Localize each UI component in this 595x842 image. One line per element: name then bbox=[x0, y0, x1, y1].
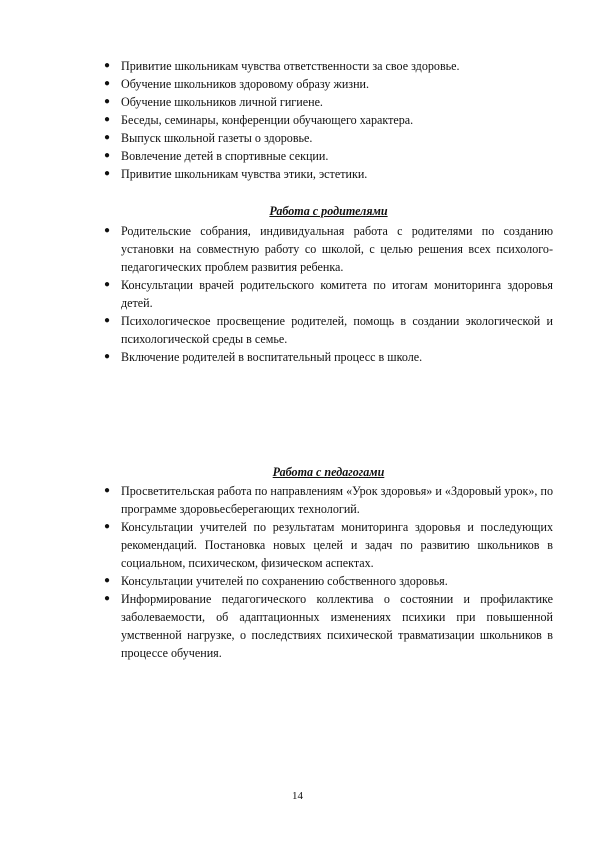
list-item-text: Обучение школьников здоровому образу жизни. bbox=[121, 77, 370, 91]
list-item-text: Привитие школьникам чувства этики, эстетики. bbox=[121, 167, 368, 181]
teachers-bullet-list bbox=[104, 482, 553, 662]
list-item bbox=[104, 312, 553, 348]
bullet-icon: ● bbox=[104, 114, 111, 125]
bullet-icon: ● bbox=[104, 225, 111, 236]
list-item-text: Привитие школьникам чувства ответственности за свое здоровье. bbox=[121, 59, 460, 73]
list-item-text: Вовлечение детей в спортивные секции. bbox=[121, 149, 329, 163]
list-item bbox=[104, 129, 553, 147]
list-item bbox=[104, 222, 553, 276]
list-item bbox=[104, 276, 553, 312]
list-item-text: Беседы, семинары, конференции обучающего характера. bbox=[121, 113, 414, 127]
list-item-text: Родительские собрания, индивидуальная работа с родителями по созданию установки на совместную работу со школой, с целью решения всех психолого-педагогических проблем развития ребенка. bbox=[121, 224, 553, 274]
list-item-text: Выпуск школьной газеты о здоровье. bbox=[121, 131, 313, 145]
bullet-icon: ● bbox=[104, 575, 111, 586]
bullet-icon: ● bbox=[104, 150, 111, 161]
list-item-text: Психологическое просвещение родителей, помощь в создании экологической и психологической среды в семье. bbox=[121, 314, 553, 346]
bullet-icon: ● bbox=[104, 78, 111, 89]
list-item bbox=[104, 572, 553, 590]
bullet-icon: ● bbox=[104, 351, 111, 362]
list-item bbox=[104, 75, 553, 93]
parents-bullet-list bbox=[104, 222, 553, 366]
bullet-icon: ● bbox=[104, 60, 111, 71]
teachers-section-heading: Работа с педагогами bbox=[272, 465, 385, 479]
list-item bbox=[104, 93, 553, 111]
page-number: 14 bbox=[292, 790, 303, 802]
parents-section-heading: Работа с родителями bbox=[269, 204, 388, 218]
list-item bbox=[104, 348, 553, 366]
bullet-icon: ● bbox=[104, 168, 111, 179]
bullet-icon: ● bbox=[104, 315, 111, 326]
bullet-icon: ● bbox=[104, 279, 111, 290]
list-item bbox=[104, 147, 553, 165]
list-item bbox=[104, 482, 553, 518]
intro-bullet-list bbox=[104, 57, 553, 183]
list-item bbox=[104, 111, 553, 129]
list-item-text: Включение родителей в воспитательный процесс в школе. bbox=[121, 350, 423, 364]
list-item-text: Консультации врачей родительского комитета по итогам мониторинга здоровья детей. bbox=[121, 278, 553, 310]
list-item-text: Обучение школьников личной гигиене. bbox=[121, 95, 323, 109]
list-item bbox=[104, 590, 553, 662]
bullet-icon: ● bbox=[104, 521, 111, 532]
list-item bbox=[104, 165, 553, 183]
list-item-text: Консультации учителей по результатам мониторинга здоровья и последующих рекомендаций. Постановка новых целей и задач по развитию школьников в социальном, психическом, физическом аспектах. bbox=[121, 520, 553, 570]
list-item bbox=[104, 518, 553, 572]
bullet-icon: ● bbox=[104, 593, 111, 604]
list-item-text: Информирование педагогического коллектива о состоянии и профилактике заболеваемости, об адаптационных изменениях психики при повышенной умственной нагрузке, о последствиях психической травматизации школьников в процессе обучения. bbox=[121, 592, 553, 660]
list-item-text: Консультации учителей по сохранению собственного здоровья. bbox=[121, 574, 448, 588]
bullet-icon: ● bbox=[104, 485, 111, 496]
bullet-icon: ● bbox=[104, 96, 111, 107]
bullet-icon: ● bbox=[104, 132, 111, 143]
list-item-text: Просветительская работа по направлениям «Урок здоровья» и «Здоровый урок», по программе здоровьесберегающих технологий. bbox=[121, 484, 553, 516]
list-item bbox=[104, 57, 553, 75]
